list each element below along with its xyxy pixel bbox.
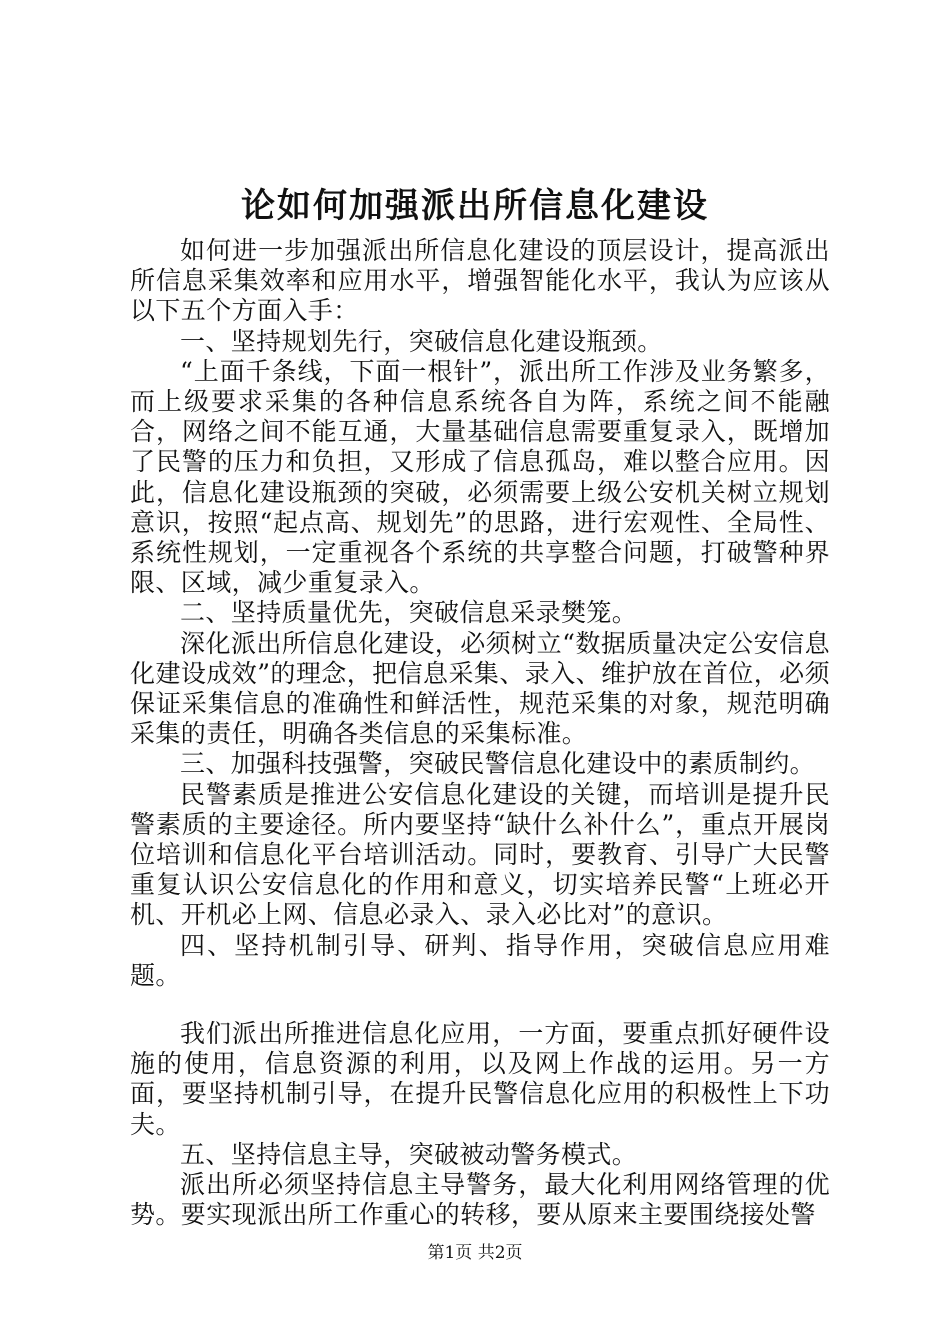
section-paragraph-1: “上面千条线，下面一根针”，派出所工作涉及业务繁多，而上级要求采集的各种信息系统各自为阵，系统之间不能融合，网络之间不能互通，大量基础信息需要重复录入，既增加了民警的压力和负担，又形成了信息孤岛，难以整合应用。因此，信息化建设瓶颈的突破，必须需要上级公安机关树立规划意识，按照“起点高、规划先”的思路，进行宏观性、全局性、系统性规划，一定重视各个系统的共享整合问题，打破警种界限、区域，减少重复录入。 — [130, 356, 830, 598]
section-heading-5: 五、坚持信息主导，突破被动警务模式。 — [180, 1139, 638, 1169]
section-paragraph-3: 民警素质是推进公安信息化建设的关键，而培训是提升民警素质的主要途径。所内要坚持“缺什么补什么”，重点开展岗位培训和信息化平台培训活动。同时，要教育、引导广大民警重复认识公安信息化的作用和意义，切实培养民警“上班必开机、开机必上网、信息必录入、录入必比对”的意识。 — [130, 779, 830, 930]
section-paragraph-4: 我们派出所推进信息化应用，一方面，要重点抓好硬件设施的使用，信息资源的利用，以及网上作战的运用。另一方面，要坚持机制引导，在提升民警信息化应用的积极性上下功夫。 — [130, 1019, 830, 1139]
document-body — [130, 236, 830, 1231]
section-heading-4: 四、坚持机制引导、研判、指导作用，突破信息应用难题。 — [130, 930, 830, 990]
section-heading-2: 二、坚持质量优先，突破信息采录樊笼。 — [180, 598, 638, 628]
section-paragraph-5: 派出所必须坚持信息主导警务，最大化利用网络管理的优势。要实现派出所工作重心的转移，要从原来主要围绕接处警 — [130, 1170, 830, 1230]
section-heading-1: 一、坚持规划先行，突破信息化建设瓶颈。 — [180, 326, 663, 356]
page-footer: 第1页 共2页 — [427, 1243, 523, 1263]
page-title: 论如何加强派出所信息化建设 — [241, 186, 709, 226]
section-paragraph-2: 深化派出所信息化建设，必须树立“数据质量决定公安信息化建设成效”的理念，把信息采集、录入、维护放在首位，必须保证采集信息的准确性和鲜活性，规范采集的对象，规范明确采集的责任，明确各类信息的采集标准。 — [130, 628, 830, 749]
section-heading-3: 三、加强科技强警，突破民警信息化建设中的素质制约。 — [180, 749, 816, 779]
intro-paragraph: 如何进一步加强派出所信息化建设的顶层设计，提高派出所信息采集效率和应用水平，增强智能化水平，我认为应该从以下五个方面入手： — [130, 236, 830, 326]
